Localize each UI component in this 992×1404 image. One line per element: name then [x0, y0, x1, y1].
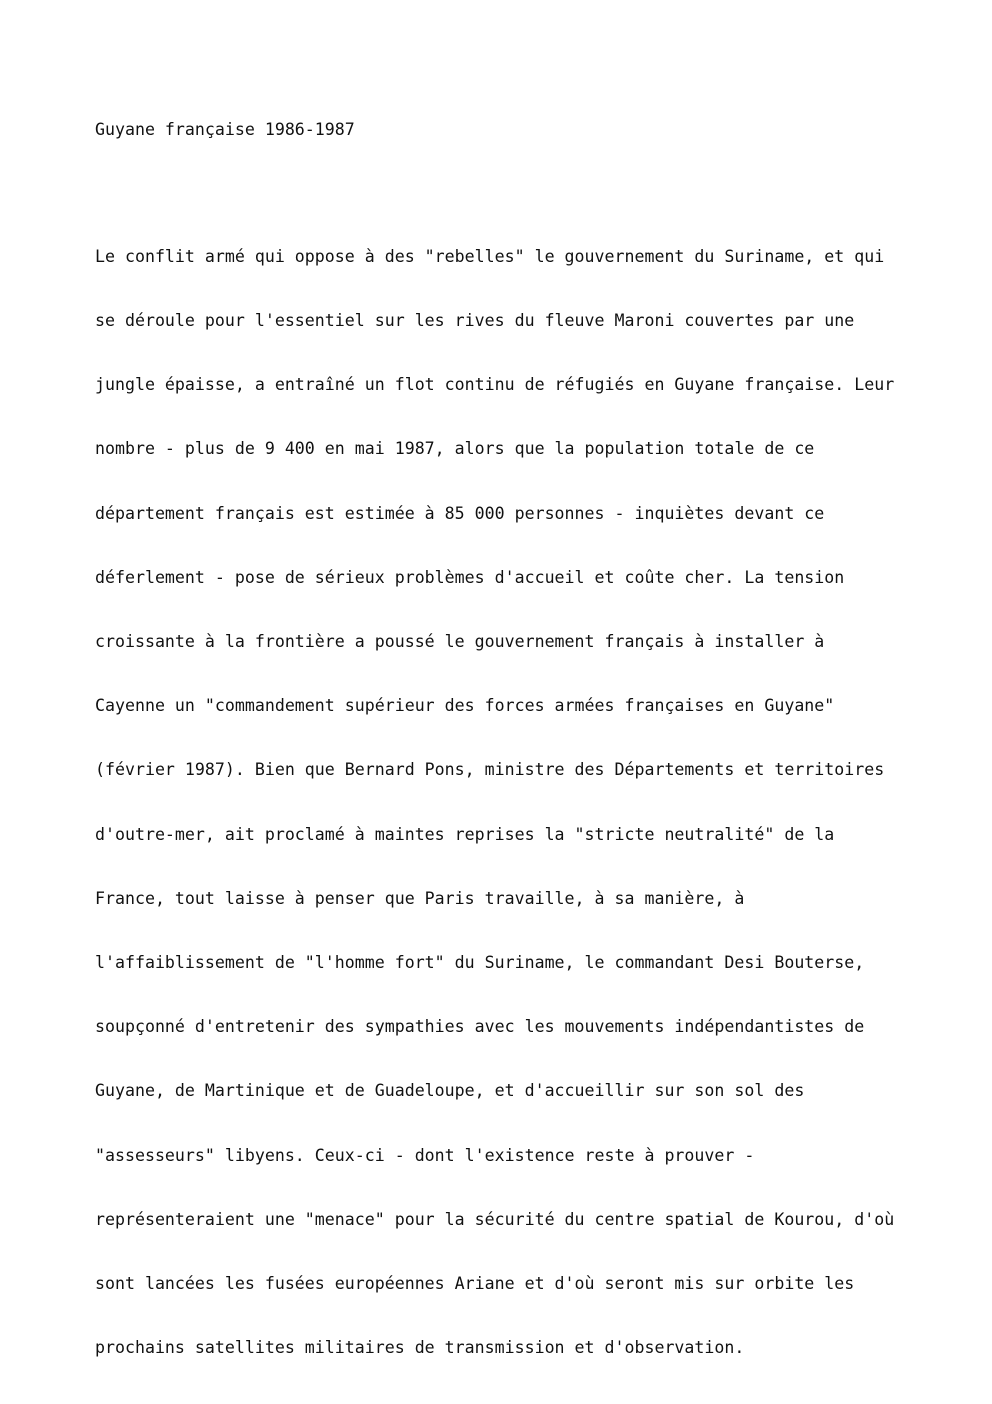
body-line: Guyane, de Martinique et de Guadeloupe, et d'accueillir sur son sol des	[95, 1081, 805, 1101]
body-line: jungle épaisse, a entraîné un flot continu de réfugiés en Guyane française. Leur	[95, 375, 895, 395]
body-line: Cayenne un "commandement supérieur des forces armées françaises en Guyane"	[95, 696, 835, 716]
body-line: se déroule pour l'essentiel sur les rives du fleuve Maroni couvertes par une	[95, 311, 855, 331]
body-line: (février 1987). Bien que Bernard Pons, ministre des Départements et territoires	[95, 760, 885, 780]
body-line: soupçonné d'entretenir des sympathies avec les mouvements indépendantistes de	[95, 1017, 865, 1037]
body-line: prochains satellites militaires de transmission et d'observation.	[95, 1338, 745, 1358]
body-line: Le conflit armé qui oppose à des "rebelles" le gouvernement du Suriname, et qui	[95, 246, 885, 266]
document-title: Guyane française 1986-1987	[95, 120, 355, 139]
body-line: "assesseurs" libyens. Ceux-ci - dont l'existence reste à prouver -	[95, 1145, 755, 1165]
body-line: l'affaiblissement de "l'homme fort" du Suriname, le commandant Desi Bouterse,	[95, 953, 865, 973]
body-line: déferlement - pose de sérieux problèmes d'accueil et coûte cher. La tension	[95, 567, 845, 587]
document-body	[95, 203, 894, 1401]
body-line: département français est estimée à 85 000 personnes - inquiètes devant ce	[95, 503, 825, 523]
body-line: croissante à la frontière a poussé le gouvernement français à installer à	[95, 632, 825, 652]
body-line: nombre - plus de 9 400 en mai 1987, alors que la population totale de ce	[95, 439, 815, 459]
body-line: représenteraient une "menace" pour la sécurité du centre spatial de Kourou, d'où	[95, 1209, 895, 1229]
body-line: d'outre-mer, ait proclamé à maintes reprises la "stricte neutralité" de la	[95, 824, 835, 844]
body-line: sont lancées les fusées européennes Ariane et d'où seront mis sur orbite les	[95, 1274, 855, 1294]
body-line: France, tout laisse à penser que Paris travaille, à sa manière, à	[95, 888, 745, 908]
